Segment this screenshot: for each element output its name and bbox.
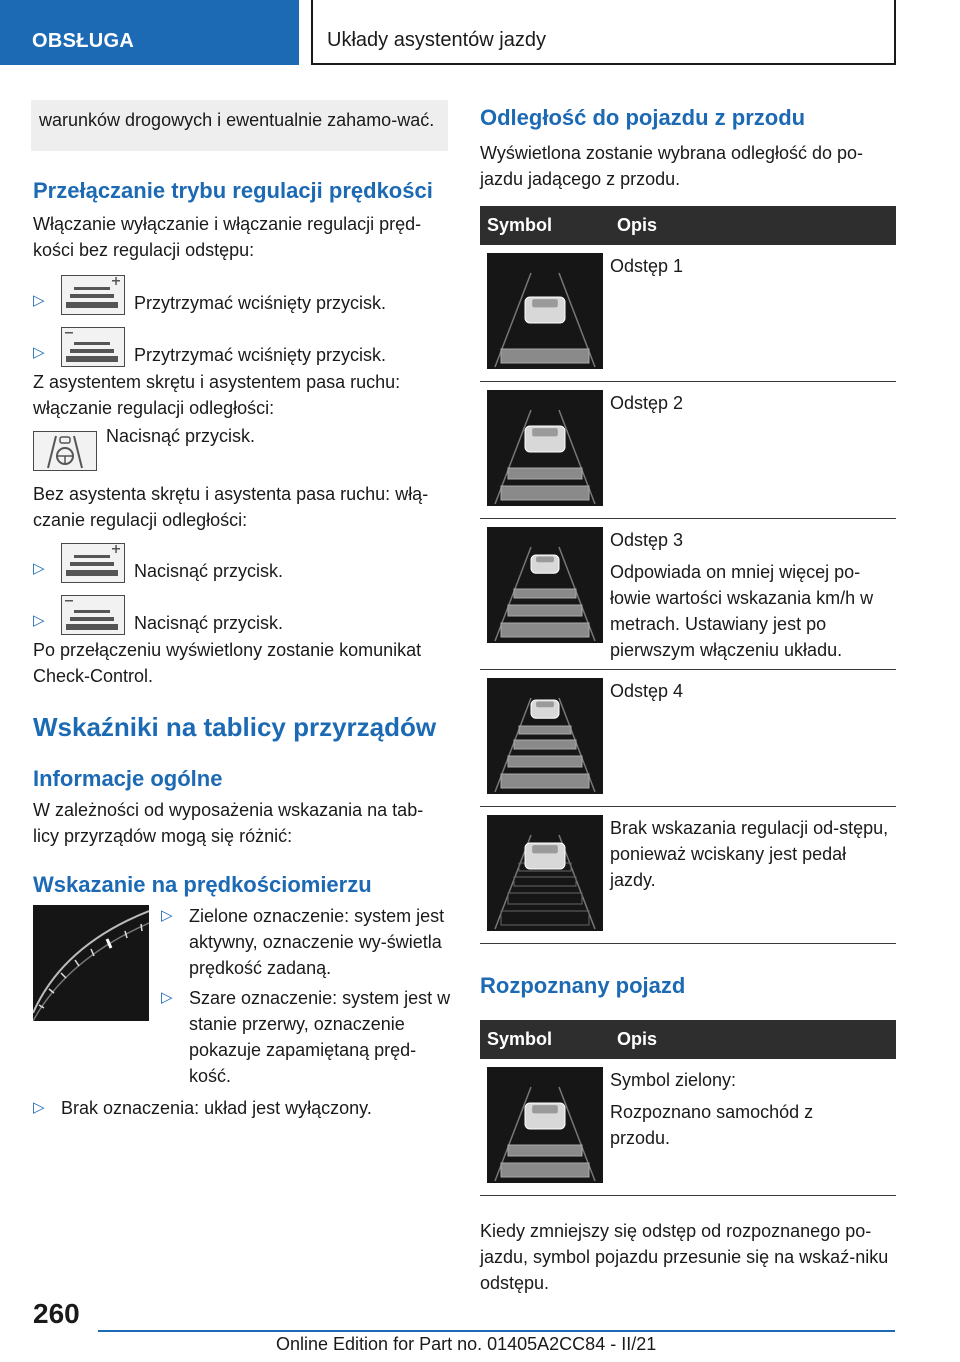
bullet-triangle-icon: ▷ bbox=[33, 612, 45, 629]
closing-text: Kiedy zmniejszy się odstęp od rozpoznanego po-jazdu, symbol pojazdu przesunie się na wskaź-niku odstępu. bbox=[480, 1221, 889, 1293]
col-symbol-header: Symbol bbox=[480, 206, 610, 245]
lane-bar bbox=[519, 726, 571, 734]
right-column bbox=[480, 100, 896, 1296]
note-box: warunków drogowych i ewentualnie zahamo-wać. bbox=[31, 100, 448, 151]
car-window bbox=[536, 701, 554, 707]
table-row bbox=[480, 1059, 896, 1196]
table-row bbox=[480, 382, 896, 519]
heading-detected-vehicle: Rozpoznany pojazd bbox=[480, 973, 686, 998]
heading-general: Informacje ogólne bbox=[33, 766, 223, 791]
row-title: Brak wskazania regulacji od-stępu, ponieważ wciskany jest pedał jazdy. bbox=[610, 818, 889, 890]
speedo-block bbox=[33, 905, 451, 1095]
bullet-triangle-icon: ▷ bbox=[33, 292, 45, 309]
footer-edition: Online Edition for Part no. 01405A2CC84 - II/21 bbox=[276, 1334, 657, 1354]
distance-graphic bbox=[487, 815, 603, 931]
lane-bar bbox=[501, 911, 589, 925]
lane-bar bbox=[501, 774, 589, 788]
press-item-1 bbox=[33, 543, 448, 587]
press-item-2 bbox=[33, 595, 448, 639]
steering-assist-button-icon bbox=[33, 431, 97, 471]
row-title: Odstęp 3 bbox=[610, 530, 684, 550]
left-column bbox=[33, 100, 451, 1121]
distance-graphic bbox=[487, 527, 603, 643]
after-switch-text: Po przełączeniu wyświetlony zostanie komunikat Check-Control. bbox=[33, 640, 422, 686]
table-row bbox=[480, 807, 896, 944]
lane-bar bbox=[508, 605, 582, 616]
with-assist-text: Z asystentem skrętu i asystentem pasa ruchu: włączanie regulacji odległości: bbox=[33, 372, 401, 418]
detected-table bbox=[480, 1020, 896, 1196]
car-window bbox=[532, 845, 558, 853]
row-title: Odstęp 4 bbox=[610, 681, 684, 701]
heading-speedometer: Wskazanie na prędkościomierzu bbox=[33, 872, 372, 897]
distance-table bbox=[480, 206, 896, 944]
lane-bar bbox=[501, 349, 589, 363]
speedo-item-2-text: Szare oznaczenie: system jest w stanie przerwy, oznaczenie pokazuje zapamiętaną pręd-kość. bbox=[189, 988, 451, 1086]
page-number: 260 bbox=[33, 1298, 80, 1329]
lane-bar bbox=[508, 1145, 582, 1156]
bullet-triangle-icon: ▷ bbox=[33, 560, 45, 577]
no-mark-item bbox=[33, 1095, 448, 1121]
distance-3-icon bbox=[487, 527, 603, 643]
speedo-item-2 bbox=[161, 985, 451, 1089]
heading-indicators: Wskaźniki na tablicy przyrządów bbox=[33, 712, 437, 742]
col-symbol-header: Symbol bbox=[480, 1020, 610, 1059]
bullet-triangle-icon: ▷ bbox=[161, 907, 173, 924]
lane-bar bbox=[514, 740, 576, 749]
bullet-triangle-icon: ▷ bbox=[161, 989, 173, 1006]
speedo-item-1-text: Zielone oznaczenie: system jest aktywny, oznaczenie wy-świetla prędkość zadaną. bbox=[189, 906, 445, 978]
lane-bar bbox=[514, 877, 576, 886]
switch-item-1-text: Przytrzymać wciśnięty przycisk. bbox=[134, 293, 387, 313]
car-window bbox=[536, 556, 554, 562]
lane-bar bbox=[508, 468, 582, 479]
general-text: W zależności od wyposażenia wskazania na tab-licy przyrządów mogą się różnić: bbox=[33, 800, 424, 846]
assist-button-row bbox=[33, 426, 448, 477]
lane-bar bbox=[508, 756, 582, 767]
detected-vehicle-icon bbox=[487, 1067, 603, 1183]
press-item-2-text: Nacisnąć przycisk. bbox=[134, 613, 284, 633]
lane-bar bbox=[501, 1163, 589, 1177]
table-row bbox=[480, 670, 896, 807]
no-mark-text: Brak oznaczenia: układ jest wyłączony. bbox=[61, 1098, 372, 1118]
distance-plus-button-icon bbox=[61, 275, 125, 315]
lane-bar bbox=[501, 623, 589, 637]
switch-intro: Włączanie wyłączanie i włączanie regulacji pręd-kości bez regulacji odstępu: bbox=[33, 214, 422, 260]
bullet-triangle-icon: ▷ bbox=[33, 1099, 45, 1116]
switch-item-2-text: Przytrzymać wciśnięty przycisk. bbox=[134, 345, 387, 365]
distance-graphic bbox=[487, 253, 603, 369]
distance-4-icon bbox=[487, 678, 603, 794]
car-window bbox=[532, 1105, 558, 1113]
assist-button-text: Nacisnąć przycisk. bbox=[106, 426, 256, 446]
distance-graphic bbox=[487, 1067, 603, 1183]
row-text: Rozpoznano samochód z przodu. bbox=[610, 1102, 814, 1148]
row-title: Odstęp 2 bbox=[610, 393, 684, 413]
row-title: Odstęp 1 bbox=[610, 256, 684, 276]
bullet-triangle-icon: ▷ bbox=[33, 344, 45, 361]
chapter-tab bbox=[311, 0, 896, 65]
distance-graphic bbox=[487, 390, 603, 506]
lane-bar bbox=[501, 486, 589, 500]
distance-intro: Wyświetlona zostanie wybrana odległość do po-jazdu jadącego z przodu. bbox=[480, 143, 864, 189]
table-row bbox=[480, 519, 896, 670]
switch-item-1 bbox=[33, 275, 448, 319]
speedo-item-1 bbox=[161, 903, 451, 981]
lane-bar bbox=[508, 893, 582, 904]
distance-minus-button-icon bbox=[61, 595, 125, 635]
distance-2-icon bbox=[487, 390, 603, 506]
lane-bar bbox=[514, 589, 576, 598]
car-window bbox=[532, 299, 558, 307]
no-distance-icon bbox=[487, 815, 603, 931]
distance-graphic bbox=[487, 678, 603, 794]
col-desc-header: Opis bbox=[610, 206, 896, 245]
row-text: Odpowiada on mniej więcej po-łowie wartości wskazania km/h w metrach. Ustawiany jest po pierwszym włączeniu układu. bbox=[610, 562, 874, 660]
car-window bbox=[532, 428, 558, 436]
without-assist-text: Bez asystenta skrętu i asystenta pasa ruchu: włą-czanie regulacji odległości: bbox=[33, 484, 429, 530]
chapter-label: Układy asystentów jazdy bbox=[327, 29, 546, 51]
footer-rule bbox=[98, 1330, 895, 1332]
distance-plus-button-icon bbox=[61, 543, 125, 583]
row-title: Symbol zielony: bbox=[610, 1070, 737, 1090]
section-label: OBSŁUGA bbox=[32, 30, 135, 52]
press-item-1-text: Nacisnąć przycisk. bbox=[134, 561, 284, 581]
distance-1-icon bbox=[487, 253, 603, 369]
heading-switch-mode: Przełączanie trybu regulacji prędkości bbox=[33, 178, 433, 203]
speedometer-image bbox=[33, 905, 149, 1021]
section-tab bbox=[0, 0, 299, 65]
table-row bbox=[480, 245, 896, 382]
col-desc-header: Opis bbox=[610, 1020, 896, 1059]
heading-distance: Odległość do pojazdu z przodu bbox=[480, 105, 806, 130]
switch-item-2 bbox=[33, 327, 448, 371]
distance-minus-button-icon bbox=[61, 327, 125, 367]
